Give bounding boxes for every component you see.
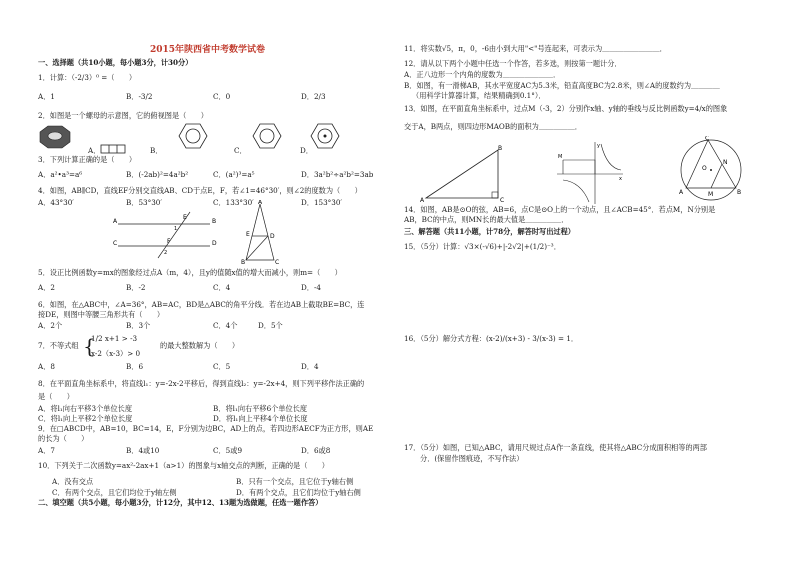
q14-circle-figure xyxy=(676,136,746,206)
q8-option-c: C．将l₁向上平移2个单位长度 xyxy=(38,414,133,423)
q12-stem: 12．请从以下两个小题中任选一个作答，若多选，则按第一题计分． xyxy=(404,59,622,68)
q7-inequality-1: 1/2 x+1 > -3 xyxy=(91,334,138,343)
q7-option-c: C．5 xyxy=(213,362,231,371)
q4-option-b: B．53°30′ xyxy=(126,198,162,207)
q7-brace: { xyxy=(83,334,96,358)
q10-option-b: B．只有一个交点，且它位于y轴右侧 xyxy=(236,477,354,486)
q6-option-b: B．3个 xyxy=(126,321,151,330)
q2-option-b: B． xyxy=(150,146,163,155)
q4-option-d: D．153°30′ xyxy=(301,198,343,207)
q10-stem: 10．下列关于二次函数y=ax²-2ax+1（a>1）的图象与x轴交点的判断，正确的是（ ） xyxy=(38,461,329,470)
q12b-stem: B．如图，有一滑梯AB，其水平宽度AC为5.3米，铅直高度BC为2.8米，则∠A的度数约为＿＿＿＿ xyxy=(404,81,720,90)
q4-parallel-lines-figure xyxy=(110,210,220,260)
q8-option-d: D．将l₁向上平移4个单位长度 xyxy=(213,414,308,423)
q3-option-a: A．a²•a³=a⁶ xyxy=(38,170,83,179)
q2-nut-figure xyxy=(36,124,72,150)
q11-stem: 11．将实数√5，π，0，-6由小到大用"<"号连起来，可表示为＿＿＿＿＿＿＿＿． xyxy=(404,44,667,53)
svg-text:C: C xyxy=(275,259,280,266)
q1-stem: 1．计算：（-2/3）⁰ =（ ） xyxy=(38,73,137,82)
q2-option-c-hexagon-icon xyxy=(252,122,282,150)
q10-option-c: C．有两个交点，且它们均位于y轴左侧 xyxy=(52,488,177,497)
q13-stem-line2: 交于A，B两点，则四边形MAOB的面积为＿＿＿＿＿． xyxy=(404,122,582,131)
svg-text:C: C xyxy=(705,136,710,142)
q3-stem: 3．下列计算正确的是（ ） xyxy=(38,155,137,164)
svg-text:M: M xyxy=(558,154,563,160)
q8-option-a: A．将l₁向右平移3个单位长度 xyxy=(38,404,133,413)
q9-stem-line1: 9．在□ABCD中，AB=10，BC=14，E，F分别为边BC，AD上的点，若四边形AECF为正方形，则AE xyxy=(38,424,374,433)
q9-stem-line2: 的长为（ ） xyxy=(38,434,89,443)
q10-option-a: A．没有交点 xyxy=(52,477,94,486)
q7-option-d: D．4 xyxy=(301,362,319,371)
svg-text:M: M xyxy=(708,191,714,198)
q15-stem: 15．（5分）计算：√3×(-√6)+|-2√2|+(1/2)⁻³． xyxy=(404,242,561,251)
q2-option-a-rect-icon xyxy=(99,142,129,156)
svg-text:A: A xyxy=(258,200,263,206)
svg-text:B: B xyxy=(241,259,246,266)
q12a-stem: A．正八边形一个内角的度数为＿＿＿＿＿＿＿． xyxy=(404,70,561,79)
q5-option-c: C．4 xyxy=(213,283,231,292)
q2-option-c: C． xyxy=(234,146,247,155)
q5-option-d: D．-4 xyxy=(301,283,321,292)
q6-triangle-figure xyxy=(240,200,284,266)
q17-stem-line2: 分．(保留作图痕迹，不写作法） xyxy=(420,454,524,463)
svg-text:C: C xyxy=(500,197,505,204)
q16-stem: 16．（5分）解分式方程：(x-2)/(x+3) - 3/(x-3) = 1． xyxy=(404,334,579,343)
q12b-note: （用科学计算器计算，结果精确到0.1°）． xyxy=(412,91,546,100)
section-2-heading: 二、填空题（共5小题，每小题3分，计12分，其中12、13题为选做题，任选一题作答） xyxy=(38,498,323,507)
q7-stem-tail: 的最大整数解为（ ） xyxy=(160,341,240,350)
q9-option-a: A．7 xyxy=(38,446,55,455)
q2-option-d-hexagon-icon xyxy=(310,122,340,150)
svg-text:B: B xyxy=(212,218,217,225)
svg-text:B: B xyxy=(498,145,503,152)
q9-option-c: C．5或9 xyxy=(213,446,243,455)
q4-option-c: C．133°30′ xyxy=(213,198,254,207)
q13-coordinate-figure xyxy=(555,140,625,206)
svg-text:A: A xyxy=(420,197,425,204)
svg-text:N: N xyxy=(723,159,728,166)
page-title: 2015年陕西省中考数学试卷 xyxy=(150,45,266,55)
q6-stem-line2: 接DE，则图中等腰三角形共有（ ） xyxy=(38,310,165,319)
q4-option-a: A．43°30′ xyxy=(38,198,74,207)
q12-slide-figure xyxy=(420,144,510,204)
q2-option-a: A． xyxy=(88,146,101,155)
q9-option-b: B．4或10 xyxy=(126,446,160,455)
section-3-heading: 三、解答题（共11小题，计78分，解答时写出过程） xyxy=(404,227,575,236)
q1-option-c: C．0 xyxy=(213,92,231,101)
q9-option-d: D．6或8 xyxy=(301,446,331,455)
q5-option-b: B．-2 xyxy=(126,283,146,292)
svg-text:C: C xyxy=(113,240,118,247)
section-1-heading: 一、选择题（共10小题，每小题3分，计30分） xyxy=(38,58,193,67)
q8-stem-line1: 8．在平面直角坐标系中，将直线l₁：y=-2x-2平移后，得到直线l₂：y=-2x+4，则下列平移作法正确的 xyxy=(38,379,365,388)
q13-stem: 13．如图，在平面直角坐标系中，过点M（-3，2）分别作x轴、y轴的垂线与反比例函数y=4/x的图象 xyxy=(404,104,728,113)
q8-stem-line2: 是（ ） xyxy=(38,392,74,401)
q2-option-d: D． xyxy=(300,146,313,155)
svg-text:1: 1 xyxy=(174,226,178,232)
q2-stem: 2．如图是一个螺母的示意图，它的俯视图是（ ） xyxy=(38,111,208,120)
q3-option-c: C．(a²)³=a⁵ xyxy=(213,170,255,179)
svg-text:D: D xyxy=(270,233,275,240)
q6-option-a: A．2个 xyxy=(38,321,63,330)
svg-text:B: B xyxy=(737,189,742,196)
svg-text:E: E xyxy=(183,214,187,221)
svg-text:O: O xyxy=(702,165,707,172)
q17-stem-line1: 17．（5分）如图，已知△ABC，请用尺规过点A作一条直线，使其将△ABC分成面积相等的两部 xyxy=(404,443,707,452)
q1-option-a: A．1 xyxy=(38,92,55,101)
q1-option-d: D．2/3 xyxy=(301,92,326,101)
svg-text:E: E xyxy=(246,231,250,238)
q5-stem: 5．设正比例函数y=mx的图象经过点A（m，4），且y的值随x值的增大而减小，则m=（ ） xyxy=(38,268,342,277)
q6-option-c: C．4个 xyxy=(213,321,238,330)
q5-option-a: A．2 xyxy=(38,283,55,292)
q7-option-b: B．6 xyxy=(126,362,144,371)
svg-text:F: F xyxy=(167,238,171,245)
svg-text:x: x xyxy=(619,176,622,182)
q6-option-d: D．5个 xyxy=(258,321,283,330)
q6-stem-line1: 6．如图，在△ABC中，∠A=36°，AB=AC，BD是△ABC的角平分线．若在边AB上截取BE=BC，连 xyxy=(38,300,365,309)
q3-option-b: B．(-2ab)²=4a²b² xyxy=(126,170,189,179)
q14-stem-line2: AB，BC的中点，则MN长的最大值是＿＿＿＿＿． xyxy=(404,215,569,224)
q14-stem: 14．如图，AB是⊙O的弦，AB=6，点C是⊙O上的一个动点，且∠ACB=45°．若点M，N分别是 xyxy=(404,205,716,214)
svg-text:y: y xyxy=(597,143,600,149)
q10-option-d: D．有两个交点，且它们均位于y轴右侧 xyxy=(236,488,361,497)
q3-option-d: D．3a²b²÷a²b²=3ab xyxy=(301,170,374,179)
svg-text:2: 2 xyxy=(164,250,168,256)
q7-inequality-2: x-2（x-3）> 0 xyxy=(91,349,141,358)
q7-option-a: A．8 xyxy=(38,362,55,371)
q2-option-b-hexagon-icon xyxy=(178,122,208,150)
svg-text:D: D xyxy=(212,240,217,247)
q1-option-b: B．-3/2 xyxy=(126,92,153,101)
q8-option-b: B．将l₁向右平移6个单位长度 xyxy=(213,404,308,413)
svg-text:A: A xyxy=(679,189,684,196)
q7-stem: 7．不等式组 xyxy=(38,341,79,350)
svg-text:A: A xyxy=(113,218,118,225)
q4-stem: 4．如图，AB∥CD，直线EF分别交直线AB、CD于点E，F，若∠1=46°30′，则∠2的度数为（ ） xyxy=(38,186,362,195)
